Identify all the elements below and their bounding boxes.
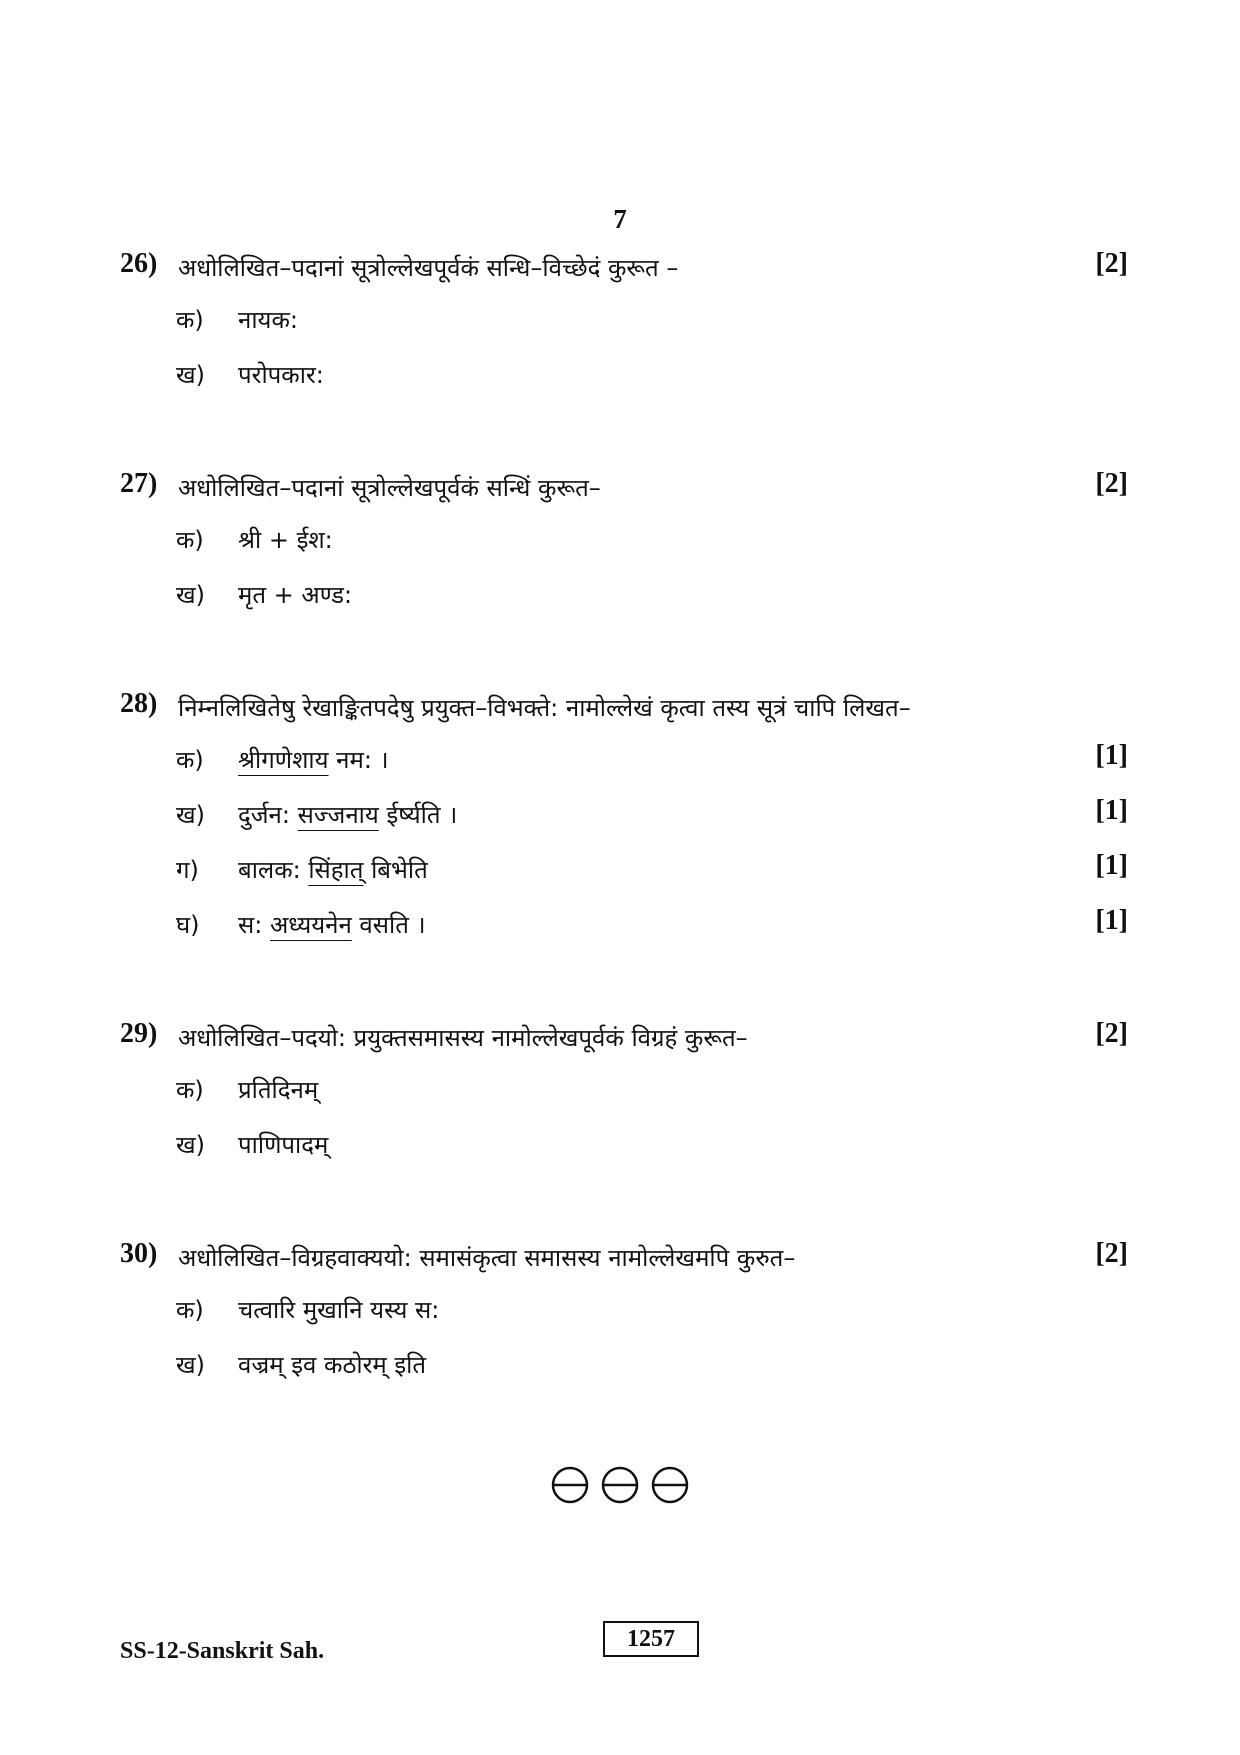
question-29-marks: [2] <box>1095 1018 1128 1049</box>
q29-option-ka-text: प्रतिदिनम् <box>238 1076 319 1104</box>
theta-circle-icon <box>550 1465 590 1505</box>
question-26-number: 26) <box>120 248 158 279</box>
q28-option-kha-marks: [1] <box>1095 795 1128 826</box>
question-27-marks: [2] <box>1095 468 1128 499</box>
question-27-number: 27) <box>120 468 158 499</box>
q28-option-kha-label: ख) <box>176 801 205 829</box>
q28-option-gha-text <box>238 908 426 941</box>
q28-gha-underlined-word: अध्ययनेन <box>269 911 352 939</box>
q30-option-kha-text: वज्रम् इव कठोरम् इति <box>238 1351 427 1379</box>
q28-option-ga-label: ग) <box>176 856 199 884</box>
question-28-number: 28) <box>120 688 158 719</box>
q28-gha-post: वसति । <box>351 911 426 939</box>
q28-option-ga-text <box>238 853 428 886</box>
q28-option-gha-label: घ) <box>176 911 200 939</box>
q30-option-kha-label: ख) <box>176 1351 205 1379</box>
q28-option-ka-marks: [1] <box>1095 740 1128 771</box>
q26-option-ka-label: क) <box>176 306 204 334</box>
question-30-marks: [2] <box>1095 1238 1128 1269</box>
q28-option-gha-marks: [1] <box>1095 905 1128 936</box>
question-26-text: अधोलिखित–पदानां सूत्रोल्लेखपूर्वकं सन्धि–विच्छेदं कुरूत – <box>178 254 679 282</box>
q30-option-ka-text: चत्वारि मुखानि यस्य स: <box>238 1296 440 1324</box>
q28-ka-post: नम: । <box>328 746 389 774</box>
q28-option-ka-text <box>238 743 389 776</box>
q29-option-ka-label: क) <box>176 1076 204 1104</box>
end-of-paper-mark <box>0 1465 1240 1505</box>
question-30-number: 30) <box>120 1238 158 1269</box>
page-number: 7 <box>613 204 627 234</box>
q29-option-kha-text: पाणिपादम् <box>238 1131 329 1159</box>
footer-code-number-box: 1257 <box>603 1621 699 1657</box>
q28-option-kha-text <box>238 798 457 831</box>
q28-ga-pre: बालक: <box>238 856 309 884</box>
question-29-number: 29) <box>120 1018 158 1049</box>
q27-option-kha-text: मृत + अण्ड: <box>238 581 353 609</box>
q28-ga-underlined-word: सिंहात् <box>308 856 364 884</box>
q26-option-kha-text: परोपकार: <box>238 361 324 389</box>
q27-option-ka-label: क) <box>176 526 204 554</box>
q28-ka-underlined-word: श्रीगणेशाय <box>238 746 329 774</box>
question-26-marks: [2] <box>1095 248 1128 279</box>
question-27-text: अधोलिखित–पदानां सूत्रोल्लेखपूर्वकं सन्धिं कुरूत– <box>178 474 601 502</box>
q28-option-ga-marks: [1] <box>1095 850 1128 881</box>
question-30-text: अधोलिखित–विग्रहवाक्ययो: समासंकृत्वा समासस्य नामोल्लेखमपि कुरुत– <box>178 1244 796 1272</box>
theta-circle-icon <box>600 1465 640 1505</box>
q28-kha-underlined-word: सज्जनाय <box>297 801 379 829</box>
q27-option-ka-text: श्री + ईश: <box>238 526 333 554</box>
q26-option-ka-text: नायक: <box>238 306 298 334</box>
q28-ga-post: बिभेति <box>363 856 428 884</box>
q30-option-ka-label: क) <box>176 1296 204 1324</box>
question-28-text: निम्नलिखितेषु रेखाङ्कितपदेषु प्रयुक्त–विभक्ते: नामोल्लेखं कृत्वा तस्य सूत्रं चापि लिखत– <box>178 694 911 722</box>
q28-gha-pre: स: <box>238 911 270 939</box>
q29-option-kha-label: ख) <box>176 1131 205 1159</box>
q28-option-ka-label: क) <box>176 746 204 774</box>
q28-kha-pre: दुर्जन: <box>238 801 298 829</box>
q28-kha-post: ईर्ष्यति । <box>378 801 458 829</box>
question-29-text: अधोलिखित–पदयो: प्रयुक्तसमासस्य नामोल्लेखपूर्वकं विग्रहं कुरूत– <box>178 1024 748 1052</box>
q27-option-kha-label: ख) <box>176 581 205 609</box>
q26-option-kha-label: ख) <box>176 361 205 389</box>
footer-paper-code: SS-12-Sanskrit Sah. <box>120 1638 325 1664</box>
theta-circle-icon <box>650 1465 690 1505</box>
